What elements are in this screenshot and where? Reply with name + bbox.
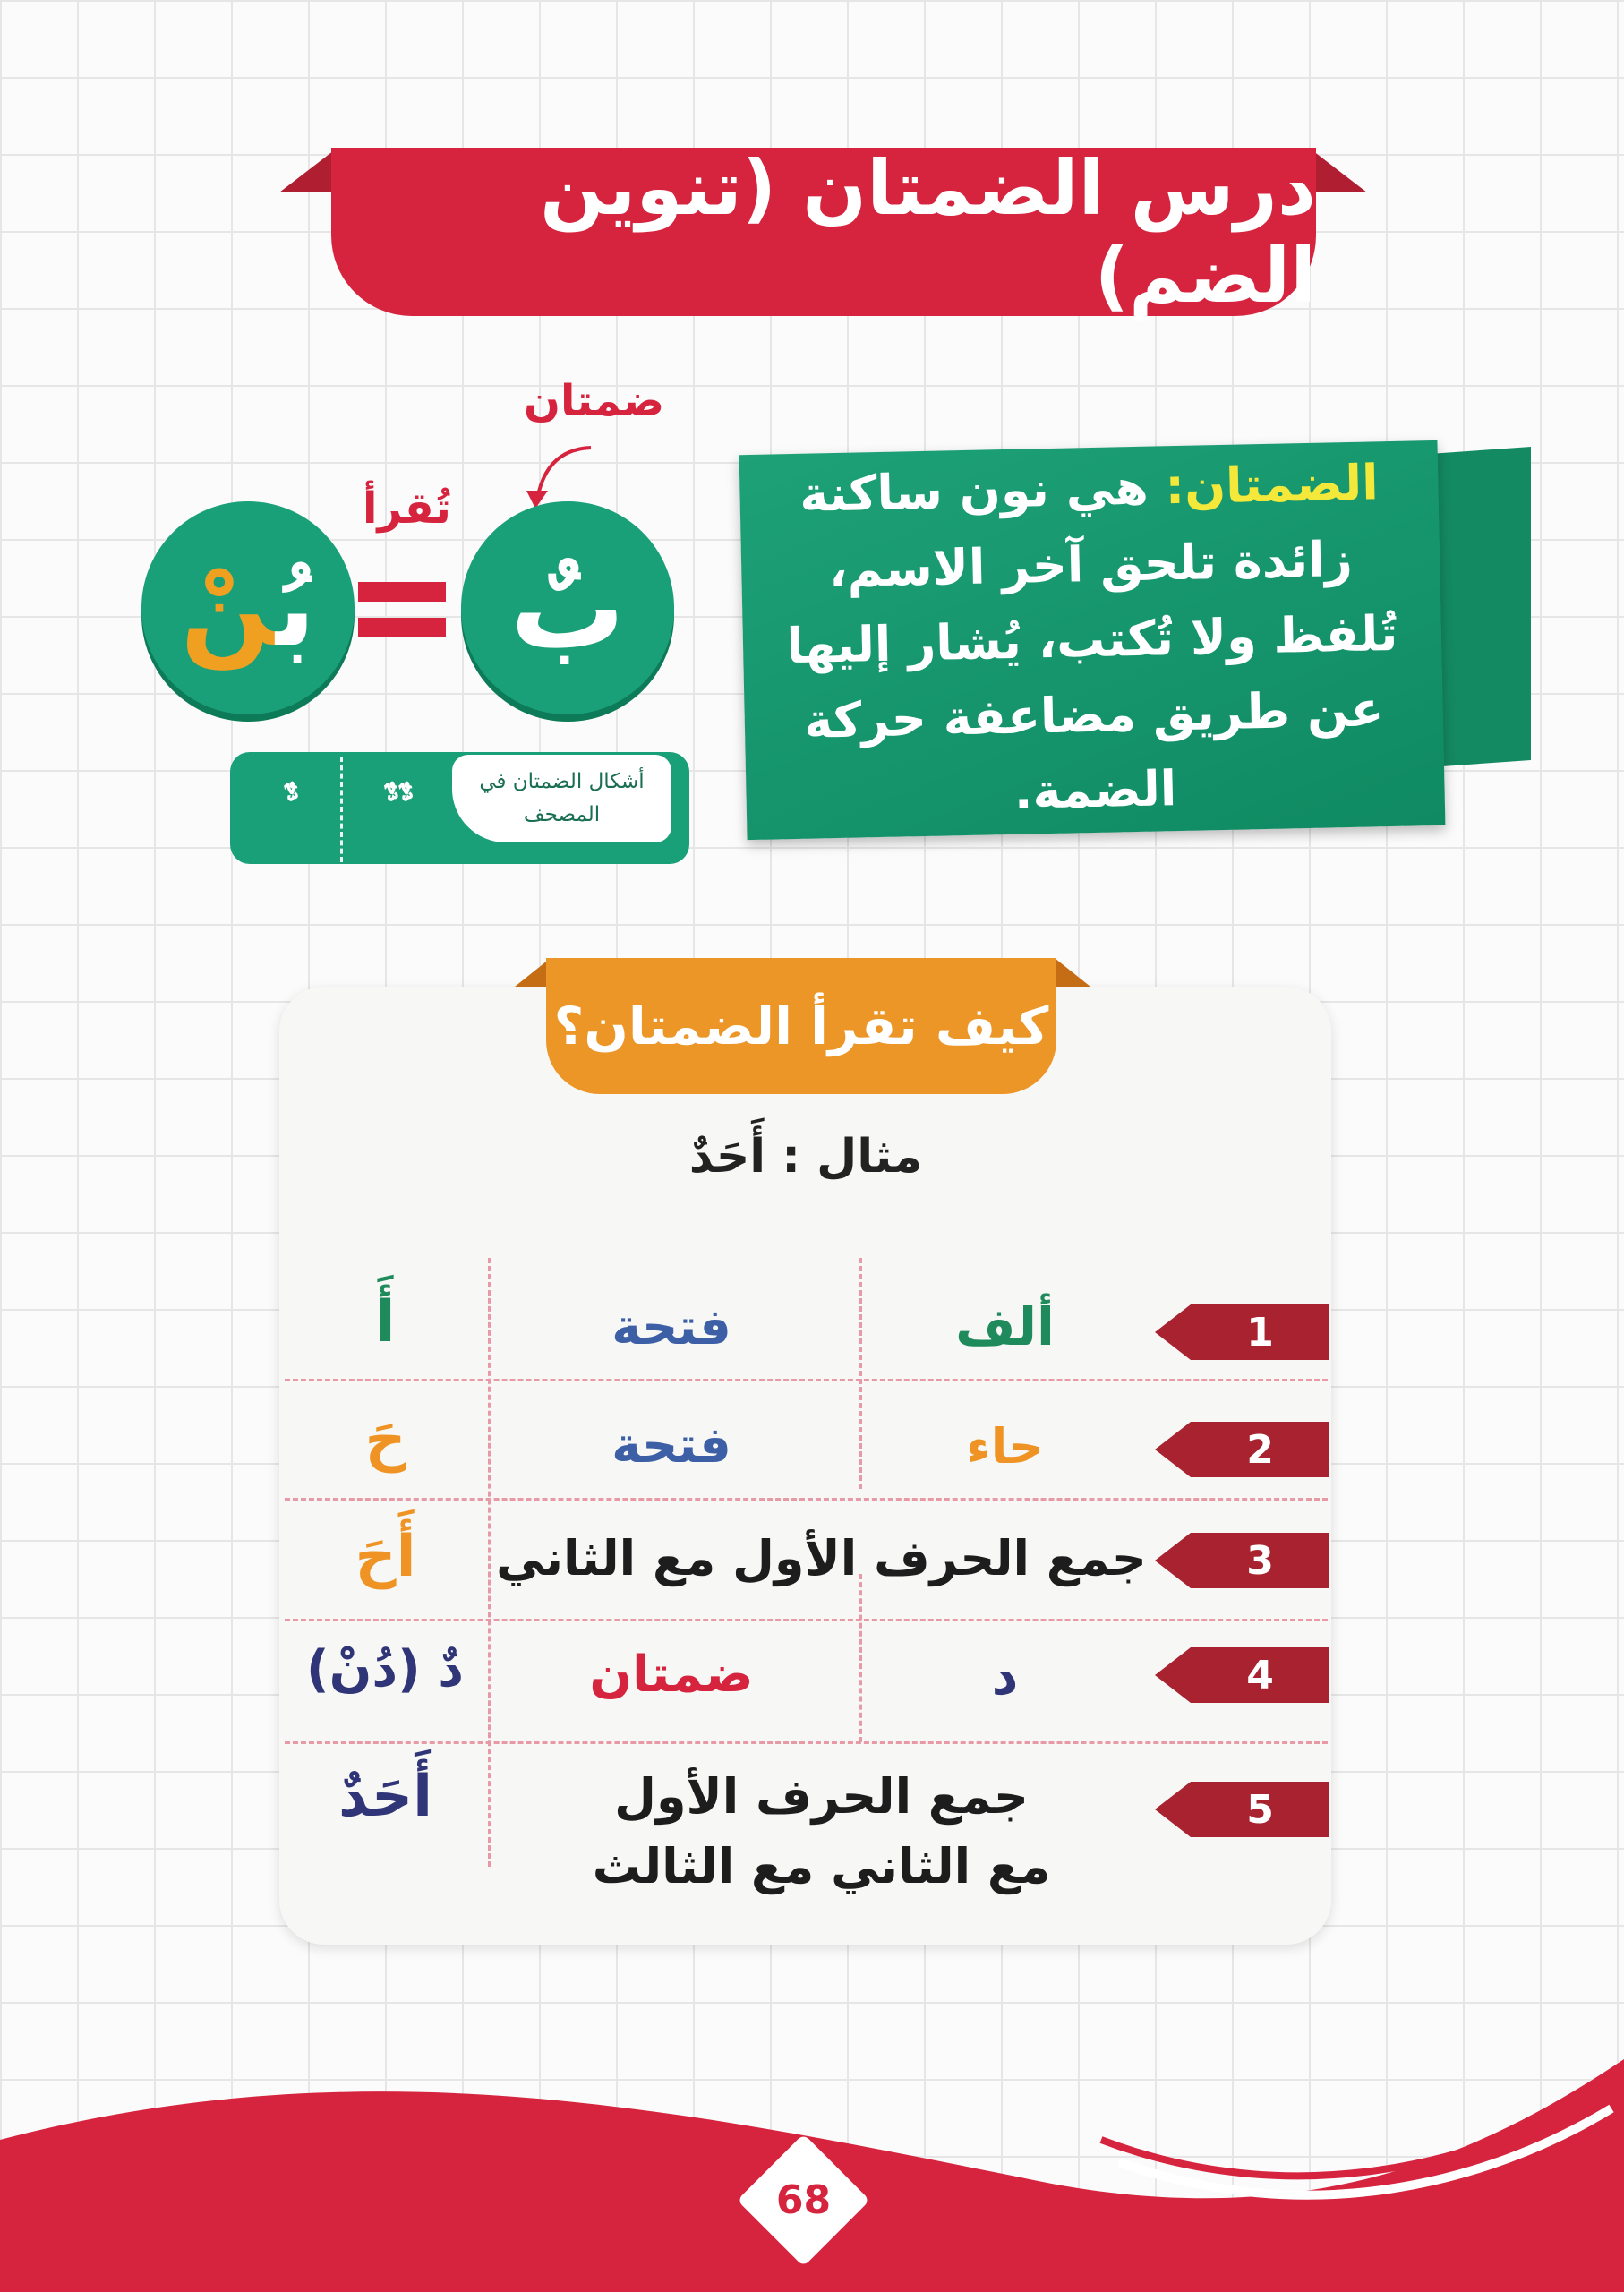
row5-result: أَحَدٌ (338, 1764, 433, 1830)
table-row-divider-4 (285, 1741, 1328, 1744)
row1-haraka: فتحة (611, 1298, 731, 1356)
table-row-divider-3 (285, 1619, 1328, 1621)
definition-text-block (766, 445, 1419, 835)
row1-letter: ألف (955, 1296, 1055, 1357)
equals-bar-bottom (358, 618, 446, 637)
row2-letter: حاء (966, 1418, 1044, 1475)
equals-bar-top (358, 582, 446, 602)
letter-bun-base: بُ (275, 546, 316, 670)
row3-result: أَحَ (355, 1524, 416, 1590)
step-arrow-3: 3 (1155, 1533, 1329, 1588)
dammatan-label: ضمتان (524, 376, 665, 426)
tuqra-label: تُقرأ (363, 483, 451, 534)
letter-ba-dammatan: بٌ (509, 541, 626, 675)
row5-text-line-2: مع الثاني مع الثالث (592, 1838, 1051, 1895)
title-ribbon-tail-left (279, 148, 338, 192)
letter-bun-noon: نْ (180, 546, 276, 670)
example-text: مثال : أَحَدٌ (688, 1130, 923, 1184)
step-arrow-5: 5 (1155, 1782, 1329, 1837)
letter-bun (181, 546, 316, 670)
title-ribbon (331, 144, 1316, 320)
row4-letter: د (991, 1646, 1019, 1706)
row2-haraka: فتحة (611, 1416, 731, 1475)
step-arrow-4: 4 (1155, 1647, 1329, 1703)
row1-result: أَ (375, 1289, 396, 1356)
howto-ribbon-tail-left (515, 958, 551, 987)
row5-text (488, 1762, 1155, 1903)
definition-colon: : (1164, 458, 1185, 516)
definition-text: هي نون ساكنة زائدة تلحق آخر الاسم، تُلفظ ولا تُكتب، يُشار إليها عن طريق مضاعفة حركة الضمة. (786, 458, 1398, 821)
step-arrow-2: 2 (1155, 1422, 1329, 1477)
row4-result (278, 1640, 492, 1698)
row5-text-line-1: جمع الحرف الأول (614, 1768, 1029, 1825)
dammatan-shape-2: ﱞ (283, 777, 299, 834)
page-number: 68 (775, 2177, 832, 2223)
shapes-label: أشكال الضمتان في المصحف (479, 770, 645, 826)
howto-ribbon-tail-right (1055, 958, 1090, 987)
row4-result-dammatan: دٌ (438, 1640, 464, 1698)
shapes-divider-1 (340, 757, 343, 862)
definition-term: الضمتان (1184, 454, 1380, 516)
howto-heading: كيف تقرأ الضمتان؟ (553, 996, 1049, 1056)
letter-circle-ba (461, 501, 674, 714)
letter-circle-bun (141, 501, 355, 714)
table-row-divider-2 (285, 1498, 1328, 1501)
dammatan-shape-1: ﱞﱞ (383, 777, 414, 834)
page-title: درس الضمتان (تنوين الضم) (540, 144, 1316, 320)
definition-card (739, 440, 1446, 840)
howto-ribbon (546, 958, 1056, 1094)
table-row-divider-1 (285, 1379, 1328, 1381)
row3-text: جمع الحرف الأول مع الثاني (496, 1530, 1147, 1586)
row4-haraka: ضمتان (589, 1646, 754, 1704)
row4-result-pronounced: (دُنْ) (306, 1640, 421, 1698)
row2-result: حَ (364, 1407, 406, 1474)
step-arrow-1: 1 (1155, 1304, 1329, 1360)
title-ribbon-tail-right (1309, 148, 1367, 192)
shapes-label-box (452, 755, 671, 842)
